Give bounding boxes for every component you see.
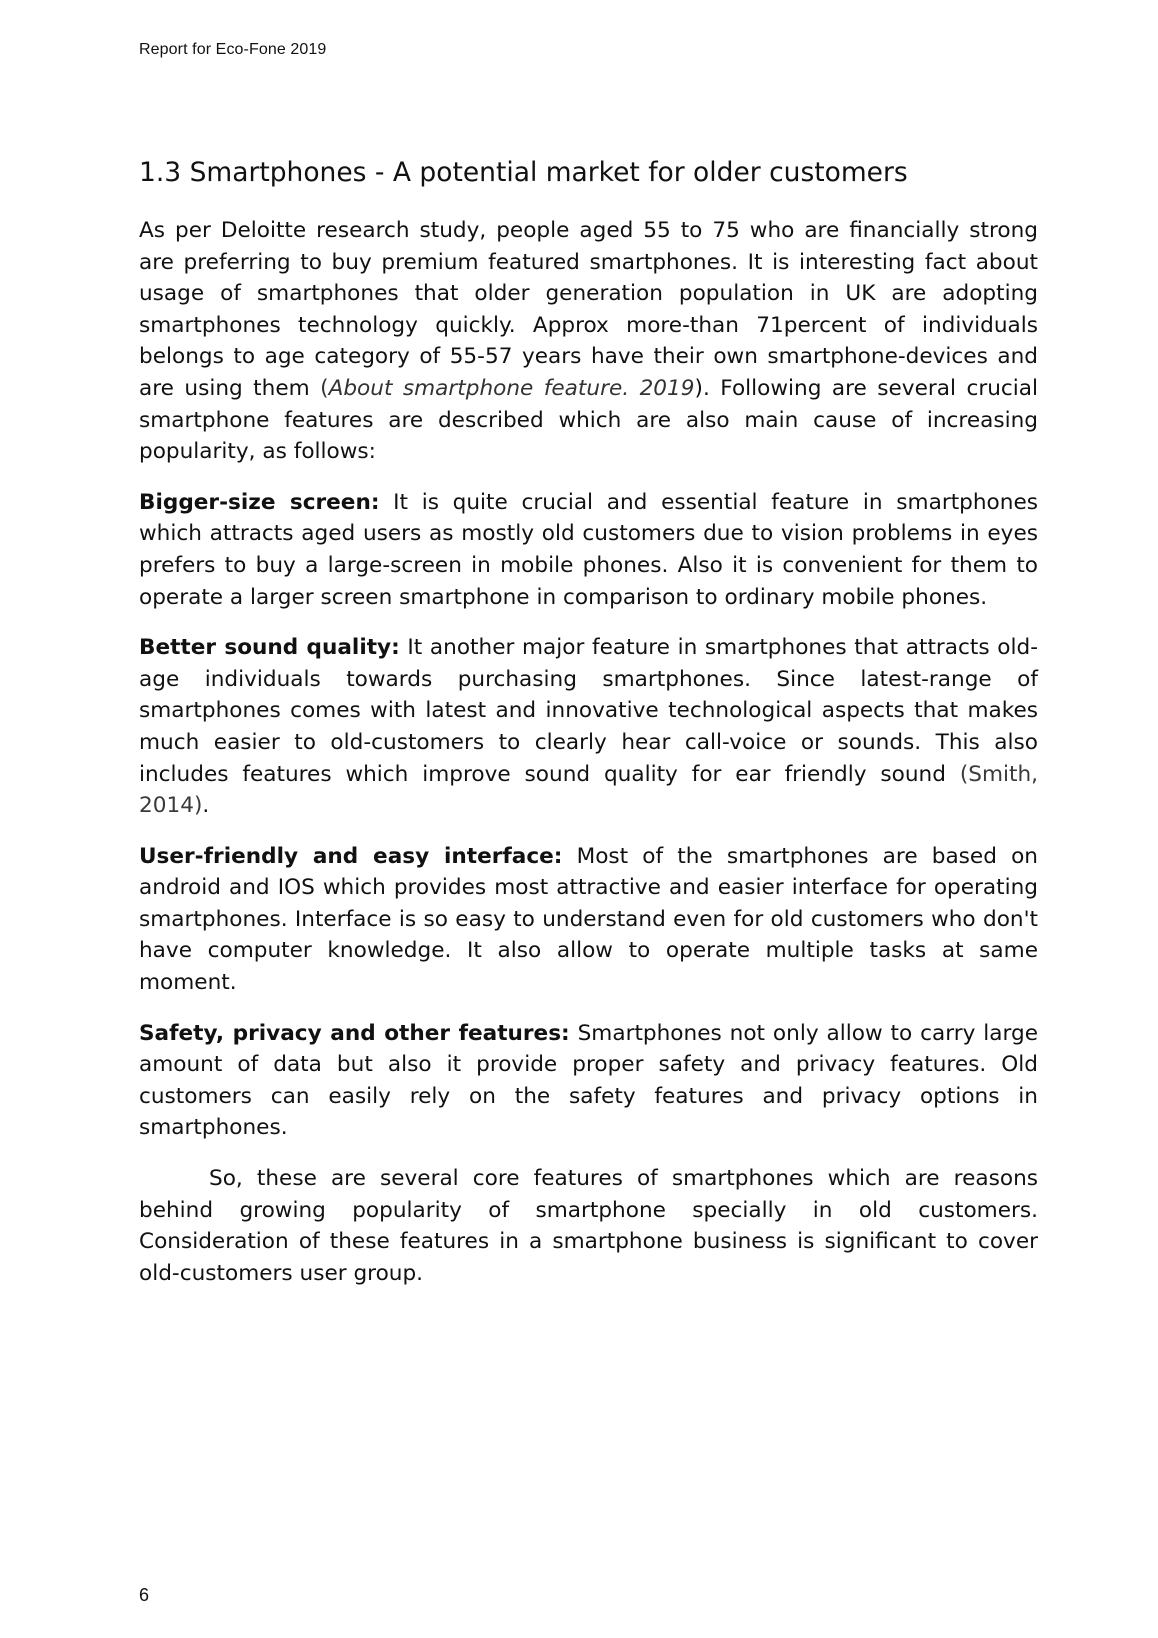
sound-feature-end: .	[202, 793, 210, 819]
screen-feature-heading: Bigger-size screen:	[139, 489, 380, 515]
safety-feature-text: Smartphones not only allow to carry large amount of data but also it provide proper safety and privacy features. Old customers can easily rely on the safety features and privacy options in smartphones.	[139, 1020, 1038, 1141]
interface-feature-paragraph	[139, 841, 1038, 999]
screen-feature-text: It is quite crucial and essential feature in smartphones which attracts aged users as mostly old customers due to vision problems in eyes prefers to buy a large-screen in mobile phones. Also it is convenient for them to operate a larger screen smartphone in comparison to ordinary mobile phones.	[139, 489, 1038, 610]
citation-open-paren: (	[320, 375, 329, 401]
section-title: 1.3 Smartphones - A potential market for older customers	[139, 157, 908, 188]
sound-feature-paragraph	[139, 632, 1038, 822]
page-number: 6	[139, 1585, 150, 1605]
safety-feature-paragraph	[139, 1018, 1038, 1144]
page-body	[139, 155, 1038, 1289]
intro-text-continued: ). Following are several crucial smartphone features are described which are also main cause of increasing popularity, as follows:	[139, 375, 1038, 465]
intro-paragraph	[139, 215, 1038, 468]
interface-feature-heading: User-friendly and easy interface:	[139, 843, 563, 869]
intro-text: As per Deloitte research study, people aged 55 to 75 who are financially strong are preferring to buy premium featured smartphones. It is interesting fact about usage of smartphones that older generation population in UK are adopting smartphones technology quickly. Approx more-than 71percent of individuals belongs to age category of 55-57 years have their own smartphone-devices and are using them	[139, 218, 1038, 401]
running-header: Report for Eco-Fone 2019	[139, 41, 327, 58]
conclusion-paragraph: So, these are several core features of smartphones which are reasons behind growing popularity of smartphone specially in old customers. Consideration of these features in a smartphone business is significant to cover old-customers user group.	[139, 1166, 1038, 1286]
sound-feature-text: It another major feature in smartphones that attracts old-age individuals towards purchasing smartphones. Since latest-range of smartphones comes with latest and innovative technological aspects that makes much easier to old-customers to clearly hear call-voice or sounds. This also includes features which improve sound quality for ear friendly sound	[139, 635, 1038, 787]
sound-feature-heading: Better sound quality:	[139, 635, 400, 661]
screen-feature-paragraph	[139, 487, 1038, 613]
intro-citation: About smartphone feature. 2019	[328, 375, 695, 401]
interface-feature-text: Most of the smartphones are based on android and IOS which provides most attractive and easier interface for operating smartphones. Interface is so easy to understand even for old customers who don't have computer knowledge. It also allow to operate multiple tasks at same moment.	[139, 843, 1038, 996]
safety-feature-heading: Safety, privacy and other features:	[139, 1020, 570, 1046]
sound-citation: (Smith, 2014)	[139, 761, 1038, 819]
